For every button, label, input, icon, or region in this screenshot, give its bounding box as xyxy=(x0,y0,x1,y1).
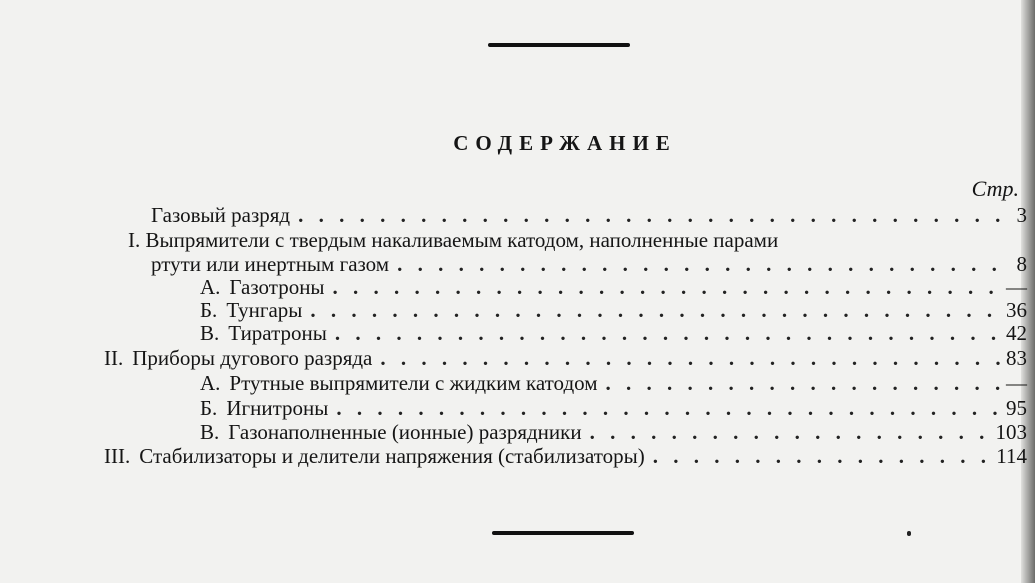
dot-leader xyxy=(336,396,1002,420)
toc-entry-gas-discharge xyxy=(151,203,1027,227)
toc-entry-rectifiers-line1 xyxy=(128,228,778,252)
toc-entry-stabilizers xyxy=(104,444,1027,468)
toc-entry-page: 3 xyxy=(1016,203,1027,227)
toc-entry-label: Тиратроны xyxy=(228,321,327,345)
toc-entry-label: Ртутные выпрямители с жидким катодом xyxy=(229,371,598,395)
toc-entry-label: Тунгары xyxy=(226,298,303,322)
toc-entry-number: В. xyxy=(200,321,220,345)
toc-entry-label: Газонаполненные (ионные) разрядники xyxy=(228,420,582,444)
toc-entry-label-continued: ртути или инертным газом xyxy=(151,252,390,276)
toc-entry-page: — xyxy=(1006,371,1027,395)
toc-entry-number: А. xyxy=(200,371,221,395)
toc-entry-page: 83 xyxy=(1006,346,1027,370)
toc-entry-tungars xyxy=(200,298,1027,322)
top-rule xyxy=(488,43,630,47)
toc-entry-page: 8 xyxy=(1016,252,1027,276)
toc-entry-number: Б. xyxy=(200,396,218,420)
dot-leader xyxy=(298,203,1009,227)
toc-entry-page: 114 xyxy=(996,444,1027,468)
toc-entry-rectifiers xyxy=(151,252,1027,276)
toc-entry-number: В. xyxy=(200,420,220,444)
toc-entry-label: Игнитроны xyxy=(226,396,329,420)
toc-entry-label: Выпрямители с твердым накаливаемым катодом, наполненные парами xyxy=(145,228,779,252)
toc-entry-ignitrons xyxy=(200,396,1027,420)
toc-entry-gas-filled-dischargers xyxy=(200,420,1027,444)
toc-entry-label: Газовый разряд xyxy=(151,203,291,227)
bottom-rule xyxy=(492,531,634,535)
toc-entry-number: Б. xyxy=(200,298,218,322)
dot-leader xyxy=(397,252,1009,276)
toc-entry-number: II. xyxy=(104,346,124,370)
toc-entry-arc-discharge xyxy=(104,346,1027,370)
toc-entry-gasotrons xyxy=(200,275,1027,299)
dot-leader xyxy=(380,346,1002,370)
toc-entry-label: Газотроны xyxy=(229,275,325,299)
page-title: СОДЕРЖАНИЕ xyxy=(453,131,677,155)
dot-leader xyxy=(590,420,992,444)
toc-entry-page: — xyxy=(1006,275,1027,299)
toc-entry-thyratrons xyxy=(200,321,1027,345)
toc-entry-number: I. xyxy=(128,228,141,252)
dot-leader xyxy=(653,444,992,468)
toc-entry-label: Приборы дугового разряда xyxy=(132,346,373,370)
toc-entry-number: III. xyxy=(104,444,131,468)
toc-entry-number: А. xyxy=(200,275,221,299)
toc-entry-label: Стабилизаторы и делители напряжения (стабилизаторы) xyxy=(139,444,645,468)
dot-leader xyxy=(310,298,1002,322)
dot-leader xyxy=(333,275,1002,299)
dot-leader xyxy=(606,371,1002,395)
toc-entry-page: 95 xyxy=(1006,396,1027,420)
toc-entry-page: 36 xyxy=(1006,298,1027,322)
print-speck xyxy=(907,531,911,536)
toc-entry-page: 42 xyxy=(1006,321,1027,345)
page-column-label: Стр. xyxy=(971,176,1019,201)
dot-leader xyxy=(335,321,1002,345)
toc-entry-page: 103 xyxy=(995,420,1027,444)
toc-entry-mercury-rectifiers xyxy=(200,371,1027,395)
